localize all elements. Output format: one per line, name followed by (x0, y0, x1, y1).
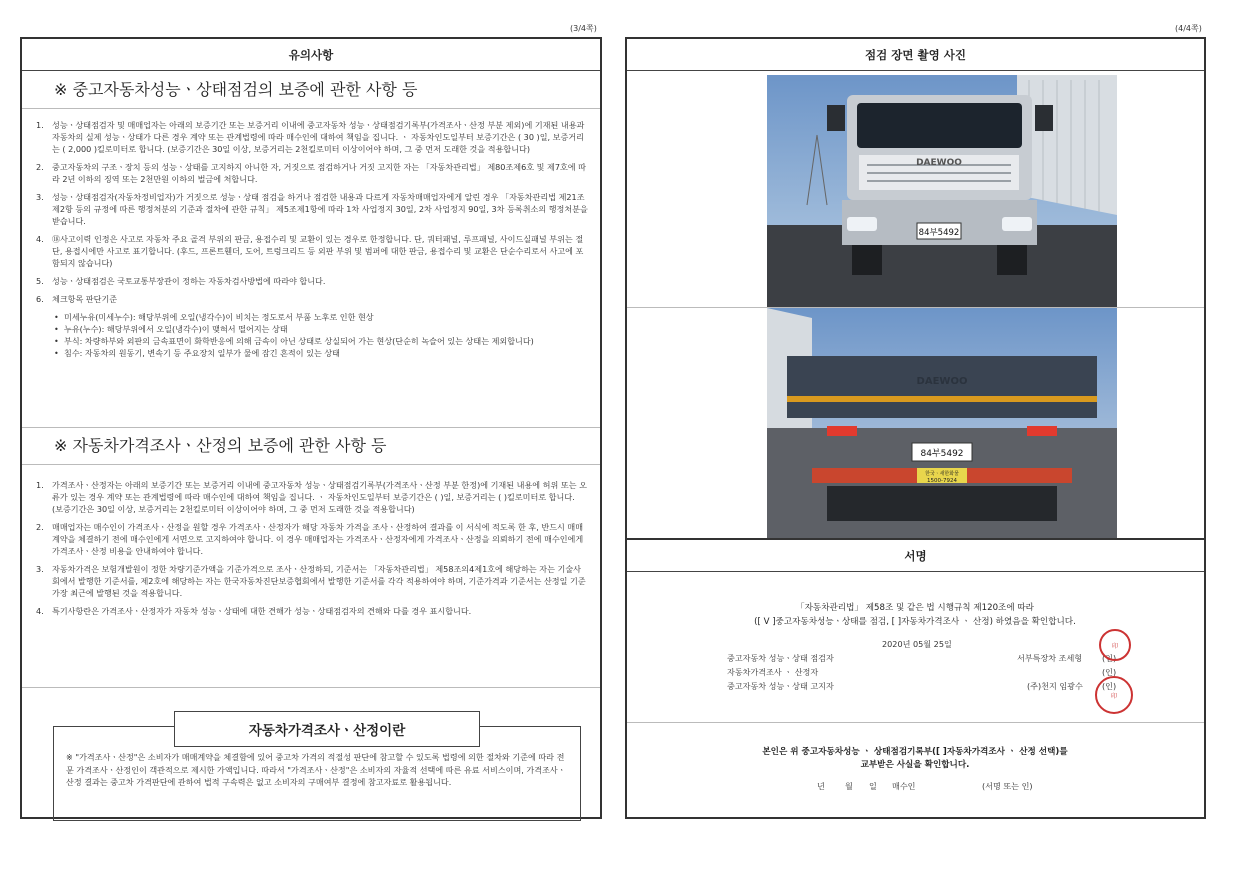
notice-item (34, 293, 588, 305)
receipt-month: 월 (845, 781, 853, 791)
front-truck-photo (767, 75, 1117, 307)
rear-brand-text: DAEWOO (916, 376, 968, 387)
notice-item (34, 563, 588, 599)
rear-truck-photo (767, 308, 1117, 538)
notice-item (34, 119, 588, 155)
signature-date: 2020년 05월 25일 (882, 639, 952, 649)
rear-sticker-line2: 1500-7924 (927, 478, 957, 484)
price-notice-text: ※ "가격조사ㆍ산정"은 소비자가 매매계약을 체결함에 있어 중고차 가격의 적절성 판단에 참고할 수 있도록 법령에 의한 절차와 기준에 따라 전문 가격조사ㆍ산정인이 객관적으로 제시한 가액입니다. 따라서 "가격조사ㆍ산정"은 소비자의 자율적 선택에 따른 유료 서비스이며, 가격조사ㆍ산정 결과는 중고차 가격판단에 관하여 법적 구속력은 없고 소비자의 구매여부 결정에 참고자료로 활용됩니다. (66, 752, 566, 787)
rear-plate-text: 84부5492 (920, 449, 964, 459)
front-brand-text: DAEWOO (916, 158, 962, 168)
bullet-icon: • (54, 348, 59, 358)
notifier-seal-stamp: 印 (1095, 676, 1133, 714)
notice-item-number: 6. (36, 294, 44, 304)
bullet-icon: • (54, 312, 59, 322)
criteria-item (34, 323, 588, 335)
photo-signature-panel (625, 37, 1206, 819)
notice-item (34, 191, 588, 227)
notice-item (34, 233, 588, 269)
receipt-line2: 교부받은 사실을 확인합니다. (860, 760, 970, 770)
price-notice-box (53, 723, 581, 821)
notes-title: 유의사항 (22, 39, 600, 71)
criteria-item-text: 미세누유(미세누수): 해당부위에 오일(냉각수)이 비치는 정도로서 부품 노후로 인한 현상 (64, 312, 374, 322)
appraiser-role: 자동차가격조사 ㆍ 산정자 (727, 667, 819, 677)
notes-panel (20, 37, 602, 819)
page-number-right: (4/4쪽) (1175, 24, 1202, 33)
photo-title: 점검 장면 촬영 사진 (627, 39, 1204, 71)
notice-item-text: 중고자동차의 구조ㆍ장치 등의 성능ㆍ상태를 고지하지 아니한 자, 거짓으로 점검하거나 거짓 고지한 자는 「자동차관리법」 제80조제6호 및 제7호에 따라 2년 이하의 징역 또는 2천만원 이하의 벌금에 처합니다. (52, 162, 587, 184)
notice-item-number: 1. (36, 480, 44, 490)
notice-item-number: 3. (36, 192, 44, 202)
notice-item-number: 1. (36, 120, 44, 130)
criteria-item (34, 335, 588, 347)
inspector-seal-stamp: 印 (1099, 629, 1131, 661)
signature-declaration-line2: ([ V ]중고자동차성능ㆍ상태를 점검, [ ]자동차가격조사 ㆍ 산정) 하였음을 확인합니다. (754, 617, 1076, 627)
notice-item-number: 3. (36, 564, 44, 574)
notice-item-number: 4. (36, 606, 44, 616)
appraiser-seal: (인) (1102, 667, 1117, 677)
bullet-icon: • (54, 324, 59, 334)
signature-declaration-line1: 「자동차관리법」 제58조 및 같은 법 시행규칙 제120조에 따라 (796, 603, 1034, 613)
section1-heading: ※ 중고자동차성능ㆍ상태점검의 보증에 관한 사항 등 (22, 71, 600, 109)
section2-items (22, 469, 600, 627)
notice-item (34, 521, 588, 557)
price-notice-title: 자동차가격조사ㆍ산정이란 (174, 711, 480, 747)
section1-items (22, 109, 600, 363)
inspector-role: 중고자동차 성능ㆍ상태 점검자 (727, 653, 834, 663)
signature-title: 서명 (627, 540, 1204, 572)
criteria-item-text: 누유(누수): 해당부위에서 오일(냉각수)이 맺혀서 떨어지는 상태 (64, 324, 288, 334)
notifier-name: (주)천지 임광수 (1027, 681, 1083, 691)
criteria-item (34, 347, 588, 359)
notifier-role: 중고자동차 성능ㆍ상태 고지자 (727, 681, 834, 691)
notice-item-number: 2. (36, 522, 44, 532)
bullet-icon: • (54, 336, 59, 346)
receipt-line1: 본인은 위 중고자동차성능 ㆍ 상태점검기록부([ ]자동차가격조사 ㆍ 산정 선택)를 (762, 747, 1068, 757)
notice-item-number: 2. (36, 162, 44, 172)
receipt-day: 일 (869, 781, 877, 791)
notice-item-number: 4. (36, 234, 44, 244)
notice-item-text: 체크항목 판단기준 (52, 294, 118, 304)
notice-item-text: 가격조사ㆍ산정자는 아래의 보증기간 또는 보증거리 이내에 중고자동차 성능ㆍ상태점검기록부(가격조사ㆍ산정 부분 한정)에 기재된 내용에 허위 또는 오류가 있는 경우 계약 또는 관계법령에 따라 매수인에 대하여 책임을 집니다. ㆍ 자동차인도일부터 보증기간은 ( )일, 보증거리는 ( )킬로미터로 합니다. (보증기간은 30일 이상, 보증거리는 2천킬로미터 이상이어야 하며, 그 중 먼저 도래한 것을 적용합니다) (52, 480, 587, 514)
rear-sticker-line1: 한국ㆍ새한화물 (925, 471, 959, 477)
inspector-name: 서부특장차 조세형 (1017, 653, 1083, 663)
notice-item (34, 161, 588, 185)
notice-item-text: 자동차가격은 보험개발원이 정한 차량기준가액을 기준가격으로 조사ㆍ산정하되, 기준서는 「자동차관리법」 제58조의4제1호에 해당하는 자는 기술사회에서 발행한 기준서를, 제2호에 해당하는 자는 한국자동차진단보증협회에서 발행한 기준서를 각각 적용하여야 하며, 기준가격과 기준서는 산정일 기준 가장 최근에 발행된 것을 적용합니다. (52, 564, 586, 598)
notice-item-text: 성능ㆍ상태점검자(자동차정비업자)가 거짓으로 성능ㆍ상태 점검을 하거나 점검한 내용과 다르게 자동차매매업자에게 알린 경우 「자동차관리법 제21조제2항 등의 규정에 따른 행정처분의 기준과 절차에 관한 규칙」 제5조제1항에 따라 1차 사업정지 30일, 2차 사업정지 90일, 3차 등록취소의 행정처분을 받습니다. (52, 192, 588, 226)
receipt-year: 년 (817, 781, 825, 791)
front-plate-text: 84부5492 (918, 228, 960, 238)
criteria-item-text: 침수: 자동차의 원동기, 변속기 등 주요장치 일부가 물에 잠긴 흔적이 있는 상태 (64, 348, 340, 358)
notice-item-text: 특기사항란은 가격조사ㆍ산정자가 자동차 성능ㆍ상태에 대한 견해가 성능ㆍ상태점검자의 견해와 다를 경우 표시합니다. (52, 606, 472, 616)
notice-item (34, 605, 588, 617)
page-number-left: (3/4쪽) (570, 24, 597, 33)
receipt-sign-field[interactable]: (서명 또는 인) (982, 781, 1033, 791)
notice-item (34, 479, 588, 515)
inspector-seal: (인) (1102, 653, 1117, 663)
notifier-seal: (인) (1102, 681, 1117, 691)
notice-item (34, 275, 588, 287)
section2-heading: ※ 자동차가격조사ㆍ산정의 보증에 관한 사항 등 (22, 427, 600, 465)
receipt-buyer: 매수인 (892, 781, 916, 791)
notice-item-text: 매매업자는 매수인이 가격조사ㆍ산정을 원할 경우 가격조사ㆍ산정자가 해당 자동차 가격을 조사ㆍ산정하여 결과를 이 서식에 적도록 한 후, 반드시 매매계약을 체결하기 전에 매수인에게 서면으로 고지하여야 합니다. 이 경우 매매업자는 가격조사ㆍ산정자에게 가격조사ㆍ산정을 의뢰하기 전에 매수인에게 가격조사ㆍ산정 비용을 안내하여야 합니다. (52, 522, 584, 556)
notice-item-number: 5. (36, 276, 44, 286)
notice-item-text: 성능ㆍ상태점검은 국토교통부장관이 정하는 자동차검사방법에 따라야 합니다. (52, 276, 326, 286)
notice-item-text: ⑱사고이력 인정은 사고로 자동차 주요 골격 부위의 판금, 용접수리 및 교환이 있는 경우로 한정합니다. 단, 쿼터패널, 루프패널, 사이드실패널 부위는 절단, 용접시에만 사고로 표기합니다. (후드, 프론트휀더, 도어, 트렁크리드 등 외판 부위 및 범퍼에 대한 판금, 용접수리 및 교환은 단순수리로서 사고에 포함되지 않습니다) (52, 234, 584, 268)
criteria-item-text: 부식: 차량하부와 외판의 금속표면이 화학반응에 의해 금속이 아닌 상태로 상실되어 가는 현상(단순히 녹슬어 있는 상태는 제외합니다) (64, 336, 534, 346)
notice-item-text: 성능ㆍ상태점검자 및 매매업자는 아래의 보증기간 또는 보증거리 이내에 중고자동차 성능ㆍ상태점검기록부(가격조사ㆍ산정 부분 제외)에 기재된 내용과 자동차의 실제 성능ㆍ상태가 다른 경우 계약 또는 관계법령에 따라 매수인에 대하여 책임을 집니다. ㆍ 자동차인도일부터 보증기간은 ( 30 )일, 보증거리는 ( 2,000 )킬로미터로 합니다. (보증기간은 30일 이상, 보증거리는 2천킬로미터 이상이어야 하며, 그 중 먼저 도래한 것을 적용합니다) (52, 120, 585, 154)
criteria-item (34, 311, 588, 323)
